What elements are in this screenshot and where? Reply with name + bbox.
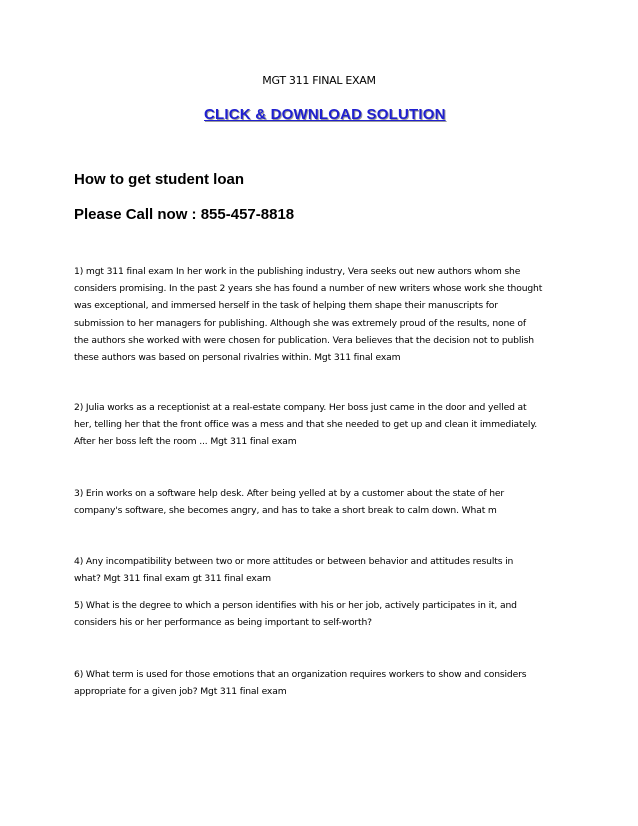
question-line: the authors she worked with were chosen for publication. Vera believes that the decision not to publish (74, 334, 534, 346)
question-3 (74, 485, 574, 519)
question-line: company's software, she becomes angry, and has to take a short break to calm down. What m (74, 505, 497, 517)
question-line: submission to her managers for publishing. Although she was extremely proud of the results, none of (74, 317, 526, 329)
phone-call-heading: Please Call now : 855-457-8818 (74, 206, 295, 223)
question-line: 3) Erin works on a software help desk. After being yelled at by a customer about the state of her (74, 488, 505, 499)
question-line: 5) What is the degree to which a person identifies with his or her job, actively participates in it, and (74, 600, 517, 611)
question-2 (74, 399, 574, 451)
question-line: these authors was based on personal rivalries within. Mgt 311 final exam (74, 352, 401, 364)
download-solution-link[interactable]: CLICK & DOWNLOAD SOLUTION (204, 106, 446, 123)
question-6 (74, 666, 574, 700)
question-line: was exceptional, and immersed herself in the task of helping them shape their manuscripts for (74, 300, 498, 312)
question-1 (74, 263, 574, 366)
question-line: her, telling her that the front office was a mess and that she needed to get up and clean it immediately. (74, 419, 538, 431)
question-line: 2) Julia works as a receptionist at a real-estate company. Her boss just came in the door and yelled at (74, 402, 527, 413)
question-line: 1) mgt 311 final exam In her work in the publishing industry, Vera seeks out new authors whom she (74, 266, 521, 277)
question-line: 6) What term is used for those emotions that an organization requires workers to show and considers (74, 669, 527, 680)
student-loan-heading: How to get student loan (74, 171, 244, 188)
question-line: 4) Any incompatibility between two or more attitudes or between behavior and attitudes results in (74, 556, 514, 567)
question-line: what? Mgt 311 final exam gt 311 final exam (74, 573, 271, 585)
document-title: MGT 311 FINAL EXAM (262, 74, 376, 87)
question-line: considers his or her performance as being important to self-worth? (74, 617, 372, 629)
question-line: considers promising. In the past 2 years she has found a number of new writers whose work she thought (74, 283, 543, 295)
question-5 (74, 597, 574, 631)
question-line: After her boss left the room ... Mgt 311 final exam (74, 436, 297, 448)
question-4 (74, 553, 574, 587)
question-line: appropriate for a given job? Mgt 311 final exam (74, 686, 287, 698)
